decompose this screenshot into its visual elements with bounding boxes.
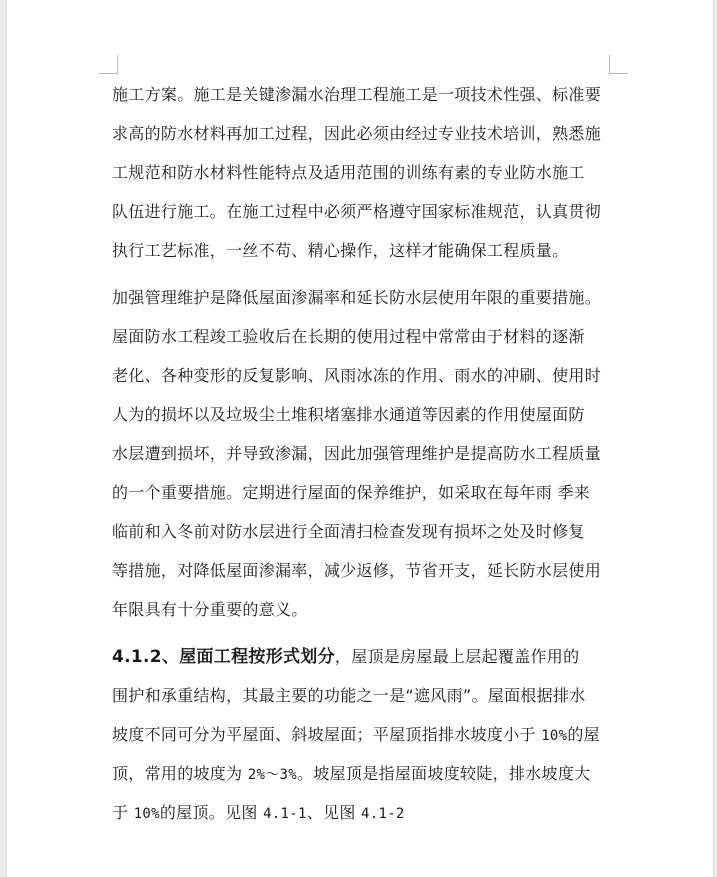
text-run: 的屋 <box>567 725 600 744</box>
text-line: 工规范和防水材料性能特点及适用范围的训练有素的专业防水施工 <box>112 163 585 182</box>
text-line: 人为的损坏以及垃圾尘土堆积堵塞排水通道等因素的作用使屋面防 <box>112 405 585 424</box>
text-run: 于 <box>112 803 134 822</box>
margin-corner-top-right <box>609 55 628 74</box>
text-line: 围护和承重结构，其最主要的功能之一是“遮风雨”。屋面根据排水 <box>112 686 586 705</box>
text-line: 等措施，对降低屋面渗漏率，减少返修，节省开支，延长防水层使用 <box>112 561 602 580</box>
text-line: 水层遭到损坏，并导致渗漏，因此加强管理维护是提高防水工程质量 <box>112 444 602 463</box>
text-line: 加强管理维护是降低屋面渗漏率和延长防水层使用年限的重要措施。 <box>112 288 602 307</box>
text-line: 执行工艺标准，一丝不苟、精心操作，这样才能确保工程质量。 <box>112 241 569 260</box>
text-line: 屋面防水工程竣工验收后在长期的使用过程中常常由于材料的逐渐 <box>112 327 585 346</box>
text-run: 的屋顶。见图 <box>159 803 264 822</box>
text-run: ，屋顶是房屋最上层起覆盖作用的 <box>334 647 580 666</box>
figure-reference: 4.1-2 <box>361 806 405 822</box>
number-run: 10% <box>541 728 568 744</box>
text-run: 顶，常用的坡度为 <box>112 764 248 783</box>
text-line: 队伍进行施工。在施工过程中必须严格遵守国家标准规范，认真贯彻 <box>112 202 602 221</box>
text-line: 临前和入冬前对防水层进行全面清扫检查发现有损坏之处及时修复 <box>112 522 585 541</box>
paragraph-construction-plan <box>112 75 620 270</box>
paragraph-maintenance <box>112 278 620 629</box>
number-run: 10% <box>133 806 160 822</box>
text-run: 坡度不同可分为平屋面、斜坡屋面；平屋顶指排水坡度小于 <box>112 725 542 744</box>
text-line <box>112 715 620 754</box>
text-run: 、见图 <box>306 803 362 822</box>
section-heading: 4.1.2、屋面工程按形式划分 <box>112 647 335 667</box>
document-body[interactable] <box>112 75 620 832</box>
section-roof-by-form <box>112 637 620 832</box>
text-line <box>112 793 620 832</box>
figure-reference: 4.1-1 <box>263 806 307 822</box>
text-line <box>112 637 620 676</box>
text-run: 。坡屋顶是指屋面坡度较陡，排水坡度大 <box>297 764 591 783</box>
text-line: 求高的防水材料再加工过程，因此必须由经过专业技术培训，熟悉施 <box>112 124 602 143</box>
text-line: 的一个重要措施。定期进行屋面的保养维护，如采取在每年雨 季来 <box>112 483 591 502</box>
document-page <box>6 0 714 877</box>
text-line: 老化、各种变形的反复影响、风雨冰冻的作用、雨水的冲刷、使用时 <box>112 366 602 385</box>
margin-corner-top-left <box>99 55 118 74</box>
text-line <box>112 754 620 793</box>
text-line: 年限具有十分重要的意义。 <box>112 600 308 619</box>
text-line: 施工方案。施工是关键渗漏水治理工程施工是一项技术性强、标准要 <box>112 85 602 104</box>
number-run: 2%～3% <box>247 767 298 783</box>
